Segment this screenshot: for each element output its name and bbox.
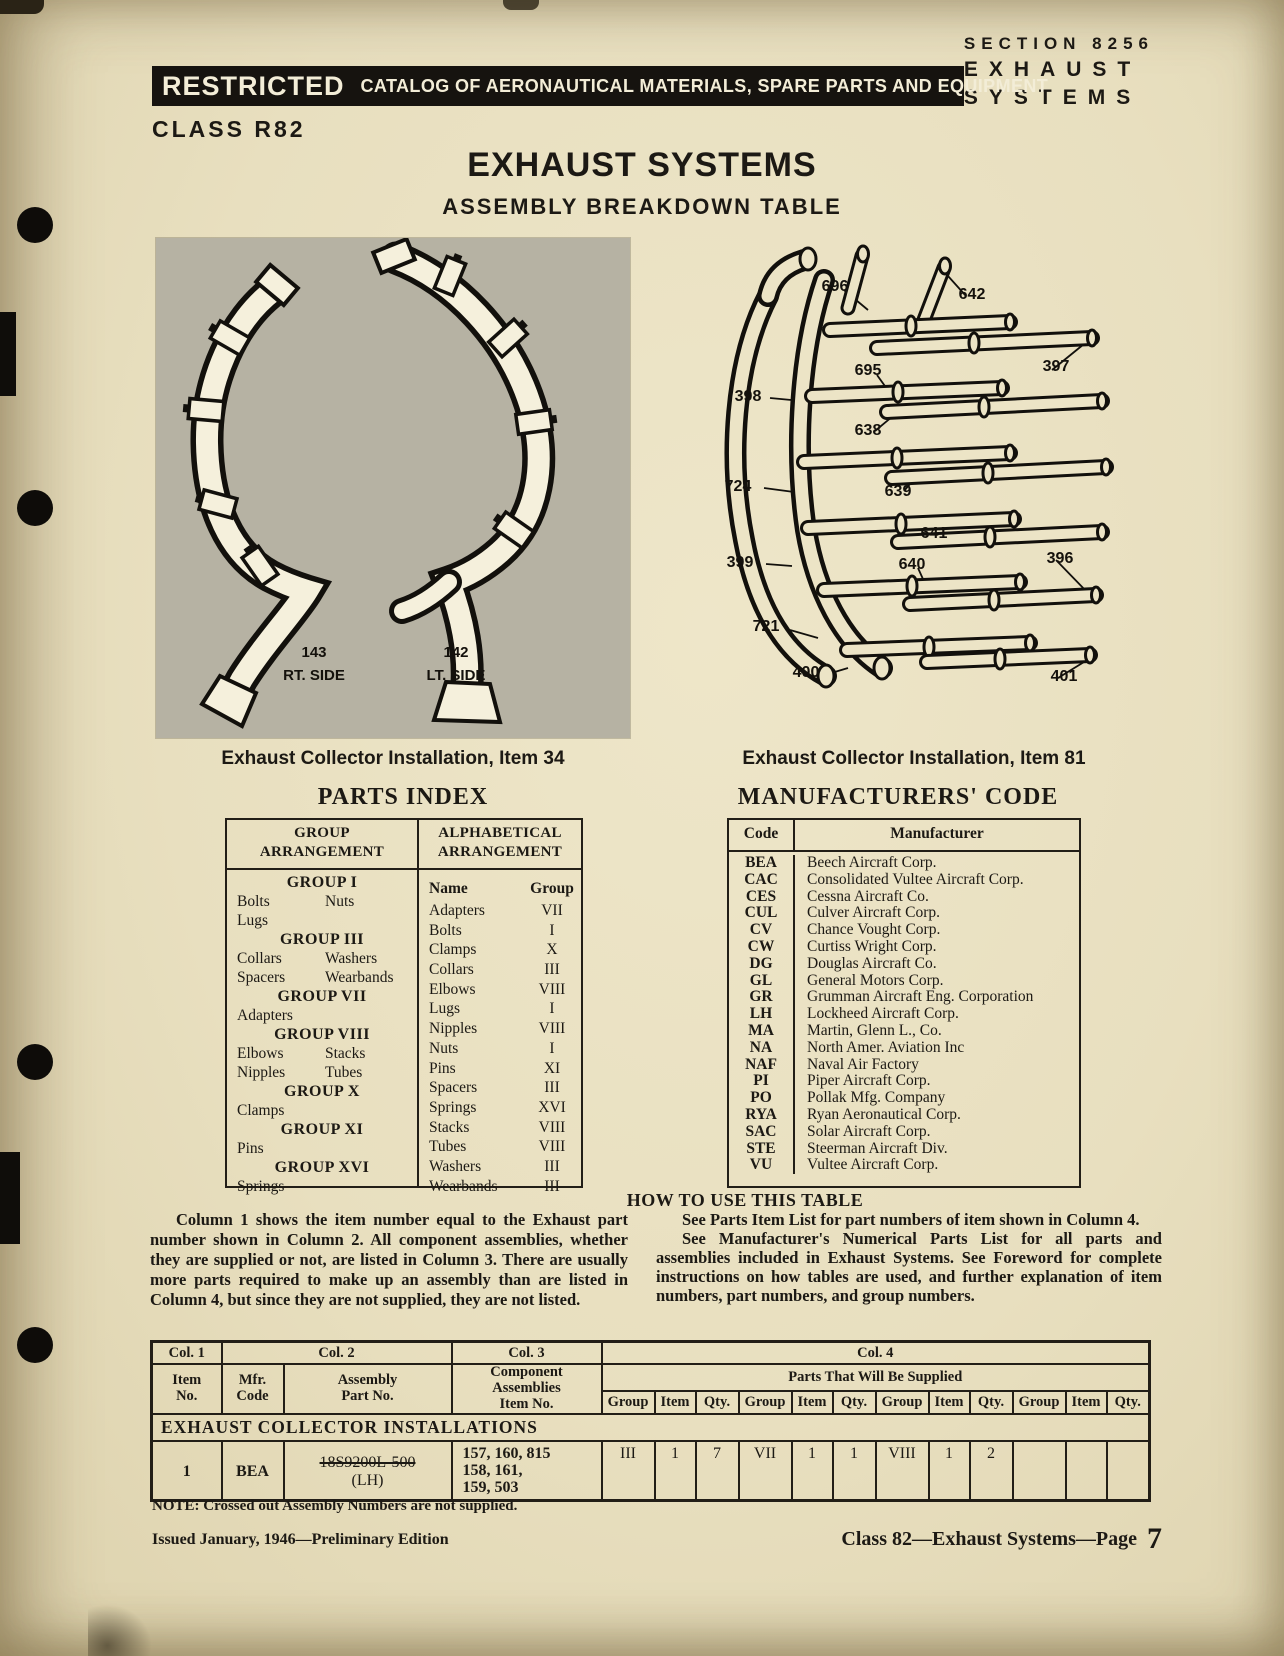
alphabetical-list: [419, 901, 581, 1196]
alpha-row: Lugs I: [429, 1000, 555, 1018]
footer-issue-info: Issued January, 1946—Preliminary Edition: [152, 1531, 449, 1548]
figure-exhaust-collector-item-34: [156, 238, 630, 738]
group-row: GROUP XI: [280, 1121, 364, 1138]
catalog-title: CATALOG OF AERONAUTICAL MATERIALS, SPARE PARTS AND EQUIPMENT: [360, 75, 1049, 96]
callout-695: 695: [854, 362, 882, 379]
col4-header: Col. 4: [602, 1342, 1150, 1365]
item-no-header: Item No.: [152, 1364, 222, 1414]
callout-721: 721: [752, 618, 780, 635]
manufacturers-header-row: [729, 820, 1079, 852]
callout-696: 696: [821, 278, 849, 295]
alpha-row: Adapters VII: [429, 902, 563, 919]
manufacturer-row: NAF Naval Air Factory: [729, 1057, 1079, 1074]
manufacturer-row: PO Pollak Mfg. Company: [729, 1090, 1079, 1107]
item-header: Item: [1066, 1391, 1107, 1414]
item-cell: 1: [929, 1441, 970, 1501]
qty-header: Qty.: [1107, 1391, 1150, 1414]
callout-397: 397: [1042, 358, 1070, 375]
alpha-row: Collars III: [429, 961, 560, 979]
alpha-row: Wearbands III: [429, 1177, 560, 1195]
callout-642: 642: [958, 286, 986, 303]
item-header: Item: [792, 1391, 833, 1414]
group-header: Group: [739, 1391, 792, 1414]
item-no-cell: 1: [152, 1441, 222, 1501]
figure-label-143-rt-side: 143 RT. SIDE: [283, 644, 345, 684]
bottom-smudge: [88, 1604, 152, 1656]
group-row: Clamps: [237, 1102, 285, 1119]
figure-label-142-lt-side: 142 LT. SIDE: [426, 644, 486, 684]
binder-hole: [17, 1044, 53, 1080]
item-cell: 1: [655, 1441, 696, 1501]
callout-640: 640: [898, 556, 926, 573]
group-arrangement-column: [227, 820, 419, 1195]
table-row: [152, 1441, 1150, 1501]
callout-399: 399: [726, 554, 754, 571]
qty-cell: 1: [833, 1441, 876, 1501]
column-title-row: [152, 1364, 1150, 1391]
assembly-breakdown-table: [150, 1340, 1151, 1502]
footer-class-text: Class 82—Exhaust Systems—Page: [841, 1528, 1137, 1550]
parts-index-table: [225, 818, 583, 1195]
alpha-row: Springs XVI: [429, 1098, 566, 1116]
section-subject-line2: SYSTEMS: [963, 86, 1142, 109]
qty-header: Qty.: [696, 1391, 739, 1414]
callout-401: 401: [1050, 668, 1078, 685]
crossed-out-part-number: 18S9200L-500: [319, 1453, 416, 1471]
callout-638: 638: [854, 422, 882, 439]
callout-400: 400: [792, 664, 820, 681]
assembly-part-no-header: Assembly Part No.: [284, 1364, 452, 1414]
callout-396: 396: [1046, 550, 1074, 567]
parts-supplied-header: Parts That Will Be Supplied: [602, 1364, 1150, 1391]
group-cell: III: [602, 1441, 655, 1501]
manufacturer-row: DG Douglas Aircraft Co.: [729, 956, 1079, 973]
corner-mark: [0, 0, 44, 14]
manufacturer-row: STE Steerman Aircraft Div.: [729, 1141, 1079, 1158]
manufacturer-row: GL General Motors Corp.: [729, 973, 1079, 990]
code-column-header: Code: [729, 820, 795, 850]
alpha-header-row: [419, 877, 581, 901]
alpha-row: Pins XI: [429, 1059, 561, 1077]
alpha-row: Clamps X: [429, 941, 558, 959]
restricted-stamp: RESTRICTED: [162, 70, 345, 101]
group-arrangement-header: GROUP ARRANGEMENT: [227, 820, 417, 870]
class-label: CLASS R82: [152, 116, 306, 142]
how-to-use-title: HOW TO USE THIS TABLE: [626, 1190, 864, 1210]
manufacturers-code-table: [727, 818, 1081, 1188]
group-header: Group: [876, 1391, 929, 1414]
page-number: 7: [1147, 1522, 1162, 1555]
item-cell: 1: [792, 1441, 833, 1501]
group-row: Pins: [237, 1140, 264, 1157]
manufacturer-row: RYA Ryan Aeronautical Corp.: [729, 1107, 1079, 1124]
section-header: [964, 34, 1154, 110]
alphabetical-arrangement-column: [419, 820, 581, 1195]
group-row: Collars Washers: [237, 950, 378, 967]
mfr-code-cell: BEA: [222, 1441, 284, 1501]
group-cell: VIII: [876, 1441, 929, 1501]
part-number-suffix: (LH): [351, 1471, 384, 1489]
alpha-row: Bolts I: [429, 921, 555, 939]
item-cell: [1066, 1441, 1107, 1501]
group-row: GROUP III: [279, 931, 365, 948]
manufacturer-row: PI Piper Aircraft Corp.: [729, 1073, 1079, 1090]
manufacturer-row: BEA Beech Aircraft Corp.: [729, 855, 1079, 872]
manufacturer-row: LH Lockheed Aircraft Corp.: [729, 1006, 1079, 1023]
table-note: NOTE: Crossed out Assembly Numbers are not supplied.: [152, 1498, 518, 1514]
component-line: 159, 503: [462, 1478, 519, 1496]
manufacturer-row: CUL Culver Aircraft Corp.: [729, 905, 1079, 922]
col1-header: Col. 1: [152, 1342, 222, 1365]
group-row: GROUP VIII: [274, 1026, 370, 1043]
mfr-code-header: Mfr. Code: [222, 1364, 284, 1414]
section-number: SECTION 8256: [963, 34, 1154, 53]
section-title-cell: EXHAUST COLLECTOR INSTALLATIONS: [152, 1414, 1150, 1441]
alpha-group-header: Group: [530, 880, 574, 897]
manufacturer-row: NA North Amer. Aviation Inc: [729, 1040, 1079, 1057]
qty-cell: [1107, 1441, 1150, 1501]
group-cell: [1013, 1441, 1066, 1501]
alpha-row: Washers III: [429, 1157, 560, 1175]
group-row: Springs: [237, 1178, 285, 1195]
group-row: Elbows Stacks: [237, 1045, 366, 1062]
group-row: Spacers Wearbands: [237, 969, 394, 986]
manufacturer-row: CES Cessna Aircraft Co.: [729, 889, 1079, 906]
manufacturers-list: [729, 852, 1079, 1174]
alphabetical-arrangement-header: ALPHABETICAL ARRANGEMENT: [419, 820, 581, 870]
manufacturer-row: MA Martin, Glenn L., Co.: [729, 1023, 1079, 1040]
group-header: Group: [602, 1391, 655, 1414]
callout-724: 724: [724, 478, 752, 495]
footer-class-page: [841, 1522, 1162, 1556]
col3-header: Col. 3: [452, 1342, 602, 1365]
alpha-row: Tubes VIII: [429, 1138, 566, 1156]
figure-caption-item-34: Exhaust Collector Installation, Item 34: [221, 748, 565, 769]
restricted-banner: [152, 66, 1049, 106]
assembly-part-no-cell: [284, 1441, 452, 1501]
item-header: Item: [655, 1391, 696, 1414]
group-row: Bolts Nuts: [237, 893, 355, 910]
edge-mark: [0, 312, 16, 396]
group-row: GROUP X: [284, 1083, 360, 1100]
edge-mark: [0, 1152, 20, 1244]
component-assemblies-header: Component Assemblies Item No.: [452, 1364, 602, 1414]
how-to-use-right-paragraph-1: See Parts Item List for part numbers of item shown in Column 4.: [682, 1210, 1140, 1229]
qty-cell: 2: [970, 1441, 1013, 1501]
how-to-use-right-paragraph-2: See Manufacturer's Numerical Parts List for all parts and assemblies included in Exhaust Systems. See Foreword for complete instructions on how tables are used, and further explanation of item numbers, part numbers, and group numbers.: [656, 1229, 1162, 1305]
callout-639: 639: [884, 483, 912, 500]
alpha-row: Spacers III: [429, 1079, 560, 1097]
page-title: EXHAUST SYSTEMS: [467, 146, 817, 184]
how-to-use-left-paragraph: Column 1 shows the item number equal to the Exhaust part number shown in Column 2. All component assemblies, whether they are supplied or not, are listed in Column 3. There are usually more parts required to make up an assembly than are listed in Column 4, but since they are not supplied, they are not listed.: [150, 1210, 628, 1309]
section-subject-line1: EXHAUST: [963, 58, 1142, 81]
col2-header: Col. 2: [222, 1342, 452, 1365]
parts-index-title: PARTS INDEX: [317, 784, 489, 810]
alpha-name-header: Name: [429, 880, 468, 897]
item-header: Item: [929, 1391, 970, 1414]
column-number-row: [152, 1342, 1150, 1365]
manufacturer-row: SAC Solar Aircraft Corp.: [729, 1124, 1079, 1141]
alpha-row: Elbows VIII: [429, 980, 566, 998]
group-cell: VII: [739, 1441, 792, 1501]
component-line: 158, 161,: [462, 1461, 523, 1479]
manufacturer-row: CW Curtiss Wright Corp.: [729, 939, 1079, 956]
page-subtitle: ASSEMBLY BREAKDOWN TABLE: [442, 194, 842, 219]
exhaust-collector-illustration-34: [156, 238, 630, 738]
binder-hole: [17, 490, 53, 526]
top-smudge: [503, 0, 539, 10]
binder-hole: [17, 1327, 53, 1363]
group-row: Nipples Tubes: [237, 1064, 363, 1081]
manufacturer-row: CAC Consolidated Vultee Aircraft Corp.: [729, 872, 1079, 889]
section-title-row: [152, 1414, 1150, 1441]
qty-header: Qty.: [833, 1391, 876, 1414]
component-assemblies-cell: [452, 1441, 602, 1501]
group-row: GROUP VII: [277, 988, 367, 1005]
alpha-row: Nipples VIII: [429, 1020, 566, 1038]
manufacturer-row: VU Vultee Aircraft Corp.: [729, 1157, 1079, 1174]
figure-caption-item-81: Exhaust Collector Installation, Item 81: [742, 748, 1086, 769]
group-row: Lugs: [237, 912, 268, 929]
manufacturer-column-header: Manufacturer: [890, 825, 984, 842]
group-row: GROUP I: [286, 874, 358, 891]
qty-cell: 7: [696, 1441, 739, 1501]
manufacturers-code-title: MANUFACTURERS' CODE: [737, 784, 1059, 810]
callout-398: 398: [734, 388, 762, 405]
figure-exhaust-collector-item-81: [672, 238, 1156, 738]
alpha-row: Nuts I: [429, 1039, 555, 1057]
group-row: GROUP XVI: [274, 1159, 370, 1176]
component-line: 157, 160, 815: [462, 1444, 551, 1462]
group-arrangement-list: [227, 870, 417, 1196]
callout-641: 641: [920, 525, 948, 542]
group-header: Group: [1013, 1391, 1066, 1414]
group-row: Adapters: [237, 1007, 293, 1024]
alpha-row: Stacks VIII: [429, 1118, 566, 1136]
qty-header: Qty.: [970, 1391, 1013, 1414]
manufacturer-row: CV Chance Vought Corp.: [729, 922, 1079, 939]
how-to-use-right-column: [656, 1210, 1162, 1305]
manufacturer-row: GR Grumman Aircraft Eng. Corporation: [729, 989, 1079, 1006]
